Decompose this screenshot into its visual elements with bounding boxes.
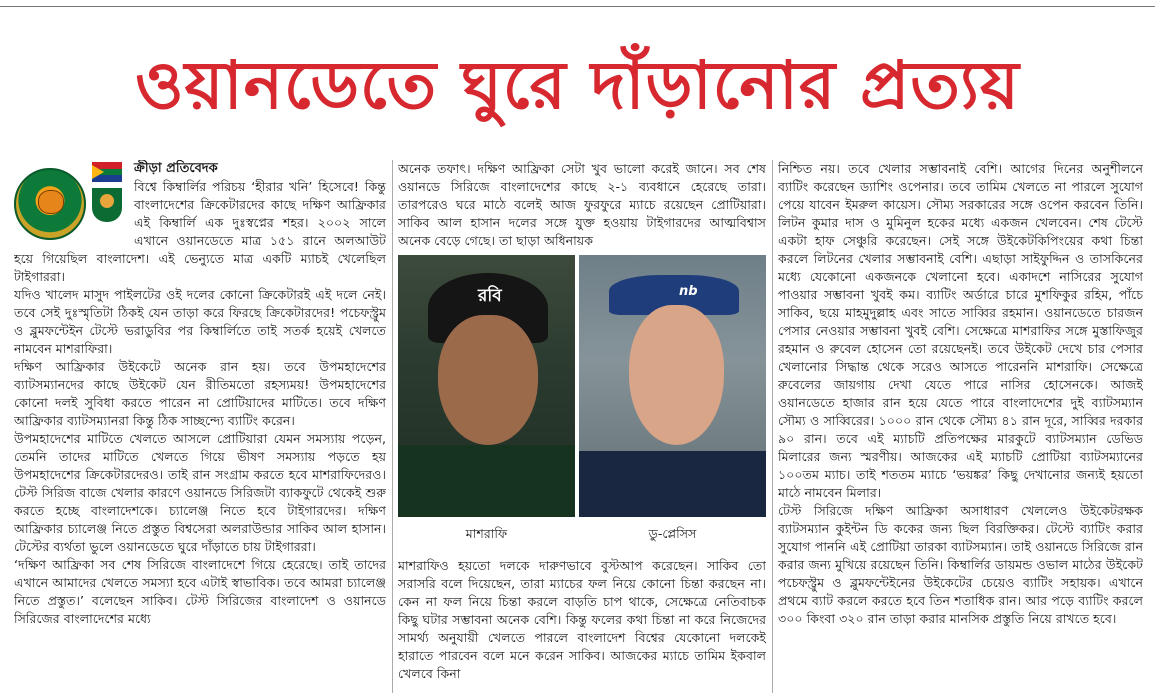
paragraph: ‘দক্ষিণ আফ্রিকা সব শেষ সিরিজে বাংলাদেশে গিয়ে হেরেছে। তাই তাদের এখানে আমাদের খেলতে সমস্যা হবে এটাই স্বাভাবিক। তবে আমরা চ্যালেঞ্জ নিতে প্রস্তুত।’ বলেছেন সাকিব। টেস্ট সিরিজের বাংলাদেশ ও ওয়ানডে সিরিজের বাংলাদেশের মধ্যে — [14, 557, 386, 626]
paragraph: বিশ্বে কিম্বার্লির পরিচয় ‘হীরার খনি’ হিসেবে! কিন্তু বাংলাদেশের ক্রিকেটারদের কাছে দক্ষিণ আফ্রিকার এই কিম্বার্লি এক দুঃস্বপ্নের শহর। ২০০২ সালে এখানে ওয়ানডেতে মাত্র ১৫১ রানে অলআউট হয়ে গিয়েছিল বাংলাদেশ। এই ভেন্যুতে মাত্র একটি ম্যাচই খেলেছিল টাইগাররা। — [14, 179, 386, 284]
brand-logo: nb — [679, 284, 698, 299]
article-column-2 — [398, 160, 766, 693]
paragraph: উপমহাদেশের মাটিতে খেলতে আসলে প্রোটিয়ারা যেমন সমস্যায় পড়েন, তেমনি তাদের মাটিতে খেলতে গিয়ে ভীষণ সমস্যায় পড়তে হয় উপমহাদেশের ক্রিকেটারদেরও। তাই রান সংগ্রাম করতে হবে মাশরাফিদেরও। টেস্ট সিরিজ বাজে খেলার কারণে ওয়ানডে সিরিজটা ব্যাকফুটে থেকেই শুরু করতে হচ্ছে বাংলাদেশকে। চ্যালেঞ্জ নিতে হবে টাইগারদের। দক্ষিণ আফ্রিকার চ্যালেঞ্জ নিতে প্রস্তুত বিশ্বসেরা অলরাউন্ডার সাকিব আল হাসান। টেস্টের ব্যর্থতা ভুলে ওয়ানডেতে ঘুরে দাঁড়াতে চায় টাইগাররা। — [14, 431, 386, 554]
paragraph: দক্ষিণ আফ্রিকার উইকেটে অনেক রান হয়। তবে উপমহাদেশের ব্যাটসম্যানদের কাছে উইকেট যেন রীতিমতো রহস্যময়! উপমহাদেশের কোনো দলই সুবিধা করতে পারেন না প্রোটিয়াদের মাটিতে। তবে দক্ষিণ আফ্রিকার ব্যাটসম্যানরা কিন্তু ঠিক সাচ্ছন্দ্যে ব্যাটিং করেন। — [14, 359, 386, 428]
paragraph: টেস্ট সিরিজে দক্ষিণ আফ্রিকা অসাধারণ খেললেও উইকেটরক্ষক ব্যাটসম্যান কুইন্টন ডি ককের জন্য ছিল বিরক্তিকর। টেস্টে ব্যাটিং করার সুযোগ পাননি এই প্রোটিয়া তারকা ব্যাটসম্যান। তাই ওয়ানডে সিরিজে রান করার জন্য মুখিয়ে রয়েছেন তিনি। কিম্বার্লির ডায়মন্ড ওভাল মাঠের উইকেট পচেফস্ট্রুম ও ব্লুমফন্টেইনের উইকেটের চেয়েও ব্যাটিং সহায়ক। এখানে প্রথমে ব্যাট করলে করতে হবে তিন শতাধিক রান। আর পড়ে ব্যাটিং করলে ৩০০ কিংবা ৩২০ রান তাড়া করার মানসিক প্রস্তুতি নিয়ে রাখতে হবে। — [778, 503, 1143, 626]
team-logos — [14, 160, 126, 246]
column-divider — [392, 160, 393, 693]
bcb-logo-icon — [14, 168, 86, 240]
byline: ক্রীড়া প্রতিবেদক — [134, 161, 218, 176]
sponsor-logo: রবি — [478, 286, 502, 306]
top-rule — [0, 6, 1155, 7]
photo-caption: ডু-প্লেসিস — [648, 526, 697, 541]
mashrafe-photo — [398, 255, 575, 517]
du-plessis-photo — [579, 255, 766, 517]
sa-cricket-logo-icon — [92, 162, 122, 232]
paragraph: যদিও খালেদ মাসুদ পাইলটের ওই দলের কোনো ক্রিকেটারই এই দলে নেই। তবে সেই দুঃস্মৃতিটা ঠিকই যেন তাড়া করে ফিরছে ক্রিকেটারদের! পচেফস্ট্রুম ও ব্লুমফন্টেইন টেস্টে ভরাডুবির পর কিম্বার্লিতে তাই সতর্ক হয়েই খেলতে নামবেন মাশরাফিরা। — [14, 287, 386, 356]
photo-row — [398, 255, 766, 551]
column-divider — [772, 160, 773, 693]
paragraph: অনেক তফাৎ। দক্ষিণ আফ্রিকা সেটা খুব ভালো করেই জানে। সব শেষ ওয়ানডে সিরিজে বাংলাদেশের কাছে ২-১ ব্যবধানে হেরেছে তারা। তারপরেও ঘরে মাঠে বলেই আজ ফুরফুরে ম্যাচে রয়েছেন প্রোটিয়ারা। সাকিব আল হাসান দলের সঙ্গে যুক্ত হওয়ায় টাইগারদের আত্মবিশ্বাস অনেক বেড়ে গেছে। তা ছাড়া অধিনায়ক — [398, 161, 766, 248]
article-column-3 — [778, 160, 1143, 693]
paragraph: মাশরাফিও হয়তো দলকে দারুণভাবে বুস্টআপ করেছেন। সাকিব তো সরাসরি বলে দিয়েছেন, তারা ম্যাচের ফল নিয়ে কোনো চিন্তা করছেন না। কেন না ফল নিয়ে চিন্তা করলে বাড়তি চাপ থাকে, সেক্ষেত্রে নেতিবাচক কিছু ঘটার সম্ভাবনা অনেক বেশি। কিন্তু ফলের কথা চিন্তা না করে নিজেদের সামর্থ্য অনুযায়ী খেলতে পারলে বাংলাদেশ বিশ্বের যেকোনো দলকেই হারাতে পারবেন বলে মনে করেন সাকিব। আজকের ম্যাচে তামিম ইকবাল খেলবে কিনা — [398, 558, 766, 681]
photo-caption: মাশরাফি — [465, 526, 508, 541]
article-column-1 — [14, 160, 386, 693]
paragraph: নিশ্চিত নয়। তবে খেলার সম্ভাবনাই বেশি। আগের দিনের অনুশীলনে ব্যাটিং করেছেন ড্যাশিং ওপেনার। তবে তামিম খেলতে না পারলে সুযোগ পেয়ে যাবেন ইমরুল কায়েস। সৌম্য সরকারের সঙ্গে ওপেন করবেন তিনি। লিটন কুমার দাস ও মুমিনুল হকের মধ্যে একজন খেলবেন। শেষ টেস্টে একটা হাফ সেঞ্চুরি করেছেন। সেই সঙ্গে উইকেটকিপিংয়ের কথা চিন্তা করলে লিটনের খেলার সম্ভাবনাই বেশি। এছাড়া সাইফুদ্দিন ও তাসকিনের মধ্যে যেকোনো একজনকে খেলানো হবে। একাদশে নাসিরের সুযোগ পাওয়ার সম্ভাবনা খুবই কম। ব্যাটিং অর্ডারে চারে মুশফিকুর রহিম, পাঁচে সাকিব, ছয়ে মাহমুদুল্লাহ এবং সাতে সাব্বির রহমান। ওয়ানডেতে চারজন পেসার নেওয়ার সম্ভাবনা খুবই বেশি। সেক্ষেত্রে মাশরাফির সঙ্গে মুস্তাফিজুর রহমান ও রুবেল হোসেন তো রয়েছেনই। তবে উইকেট দেখে চার পেসার খেলানোর সিদ্ধান্ত থেকে সরেও আসতে পারেননি মাশরাফি। সেক্ষেত্রে রুবেলের জায়গায় দেখা যেতে পারে নাসির হোসেনকে। আজই ওয়ানডেতে হাজার রান হয়ে যেতে পারে বাংলাদেশের দুই ব্যাটসম্যান সৌম্য ও সাব্বিরের। ১০০০ রান থেকে সৌম্য ৪১ রান দূরে, সাব্বির দরকার ৯০ রান। তবে এই ম্যাচটি প্রতিপক্ষের মারকুটে ব্যাটসম্যান ডেভিড মিলারের জন্য স্মরণীয়। আজকের এই ম্যাচটি প্রোটিয়া ব্যাটসম্যানের ১০০তম ম্যাচ। তাই শততম ম্যাচে ‘ভয়ঙ্কর’ কিছু দেখানোর জন্যই হয়তো মাঠে নামবেন মিলার। — [778, 161, 1143, 500]
headline: ওয়ানডেতে ঘুরে দাঁড়ানোর প্রত্যয় — [135, 47, 1020, 124]
